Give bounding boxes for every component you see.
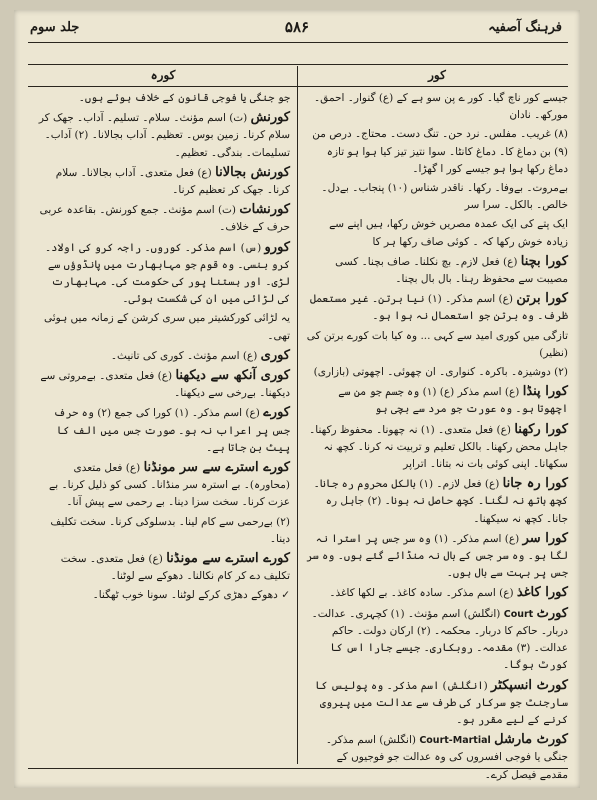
entry-headword: کورٹ xyxy=(536,605,568,621)
dictionary-entry xyxy=(306,475,568,528)
entry-latin-term: Court xyxy=(503,608,534,620)
entry-definition: (ع) فعل متعدی۔ (۱) نہ چھونا۔ محفوظ رکھنا۔ جاہل محض رکھنا۔ بالکل تعلیم و تربیت نہ کرنا۔ کچھ نہ سکھانا۔ اپنی کوئی بات نہ بتانا۔ اتراپر xyxy=(309,423,568,471)
dictionary-entry xyxy=(306,421,568,474)
entry-headword: کوری آنکھ سے دیکھنا xyxy=(175,368,290,384)
dictionary-entry xyxy=(36,550,290,585)
dictionary-entry xyxy=(36,109,290,162)
dictionary-entry xyxy=(306,530,568,583)
entry-headword: کورا کاغذ xyxy=(516,585,568,601)
dictionary-entry xyxy=(306,90,568,124)
entry-headword: کورا بچنا xyxy=(520,253,568,269)
left-column xyxy=(36,90,290,766)
entry-definition: (ع) اسم مؤنث۔ کوری کی تانیث۔ xyxy=(110,349,258,362)
dictionary-entry xyxy=(306,364,568,381)
dictionary-entry xyxy=(306,216,568,250)
entry-definition: (انگلش) اسم مذکر۔ وہ پولیس کا سارجنٹ جو سرکار کی طرف سے عدالت میں پیروی کرنے کے لیے مقرر ہو۔ xyxy=(315,679,568,726)
dictionary-entry xyxy=(36,459,290,512)
entry-headword: کورو xyxy=(264,239,290,255)
right-column xyxy=(306,90,568,781)
column-divider xyxy=(297,66,298,764)
entry-headword: کورنش xyxy=(250,110,290,126)
entry-definition: (ع) فعل متعدی۔ بےمروتی سے دیکھنا۔ بےرخی سے دیکھنا۔ xyxy=(40,370,290,400)
entry-headword: کورا رہ جانا xyxy=(502,476,568,492)
left-column-heading: کورہ xyxy=(150,68,176,82)
entry-definition: (س) اسم مذکر۔ کوروں۔ راجہ کرو کی اولاد۔ کرو بنسی۔ وہ قوم جو مہابھارت میں پانڈوؤں سے لڑی۔ اور ہستنا پور کی حکومت کی۔ مہابھارت کی لڑائی میں ان کی شکست ہوئی۔ xyxy=(45,241,290,306)
entry-definition: (انگلش) اسم مؤنث۔ (۱) کچہری۔ عدالت۔ دربار۔ حاکم کا دربار۔ محکمہ۔ (۲) ارکان دولت۔ حاکم عدالت۔ (۳) مقدمہ۔ روبکاری۔ جیسے جارا اس کا کورٹ ہوگا۔ xyxy=(311,607,568,672)
dictionary-entry xyxy=(306,253,568,288)
book-title: فرہنگ آصفیہ xyxy=(488,20,562,35)
dictionary-entry xyxy=(306,180,568,214)
entry-definition: جیسے کور ناچ گیا۔ کور ے پن سو ہے کے (ع) گنوار۔ احمق۔ مورکھ۔ نادان xyxy=(314,92,568,122)
entry-definition: تازگی میں کوری امید سے کہی ... وہ کیا بات کورے برتن کی (نظیر) xyxy=(306,329,568,359)
entry-headword: کورا برتن xyxy=(516,291,568,307)
entry-headword: کورا پنڈا xyxy=(522,384,568,400)
entry-headword: کورنش بجالانا xyxy=(215,164,290,180)
dictionary-entry xyxy=(36,587,290,604)
dictionary-entry xyxy=(36,239,290,309)
dictionary-entry xyxy=(36,201,290,236)
entry-latin-term: Court-Martial xyxy=(419,735,491,747)
dictionary-entry xyxy=(36,90,290,107)
dictionary-entry xyxy=(36,164,290,199)
entry-definition: بےمروت۔ بےوفا۔ رکھا۔ ناقدر شناس (۱۰) پنجاب۔ بےدل۔ خالص۔ بالکل۔ سرا سر xyxy=(321,182,568,212)
entry-definition: (ع) فعل متعدی۔ آداب بجالانا۔ سلام کرنا۔ جھک کر تعظیم کرنا۔ xyxy=(55,166,290,197)
dictionary-entry xyxy=(36,310,290,344)
page-header xyxy=(14,18,580,40)
volume-label: جلد سوم xyxy=(30,20,80,35)
entry-headword: کورے استرے سے سر مونڈنا xyxy=(143,460,290,476)
entry-definition: (ع) اسم مذکر۔ (۱) کورا کی جمع (۲) وہ حرف جس پر اعراب نہ ہو۔ صورت جس میں الف کا پیٹ بن جاتا ہے۔ xyxy=(53,407,290,454)
entry-definition: (ع) اسم مذکر۔ (۱) وہ سر جس پر استرا نہ لگا ہو۔ وہ سر جس کے بال نہ منڈائے گئے ہوں۔ وہ سر جس پر بہت سے بال ہوں۔ xyxy=(306,532,568,580)
entry-headword: کوری xyxy=(260,347,290,363)
entry-definition: (ع) فعل لازم۔ (۱) بالکل محروم رہ جانا۔ کچھ ہاتھ نہ لگنا۔ کچھ حاصل نہ ہونا۔ (۲) جاہل رہ جانا۔ کچھ نہ سیکھنا۔ xyxy=(313,478,568,525)
entry-headword: کورٹ انسپکٹر xyxy=(491,677,568,693)
column-heading-bottom-rule xyxy=(28,86,568,87)
dictionary-entry xyxy=(36,367,290,402)
entry-headword: کورے xyxy=(263,405,290,421)
entry-definition: جو جنگی یا فوجی قانون کے خلاف ہوئے ہوں۔ xyxy=(78,92,290,104)
column-heading-top-rule xyxy=(28,64,568,65)
dictionary-entry xyxy=(36,514,290,548)
entry-definition: ✓ دھوکے دھڑی کرکے لوٹنا۔ سونا خوب ٹھگنا۔ xyxy=(92,589,290,602)
entry-definition: (ع) فعل متعدی۔ سخت تکلیف دے کر کام نکالنا۔ دھوکے سے لوٹنا۔ xyxy=(60,553,290,583)
entry-definition: (۲) بےرحمی سے کام لینا۔ بدسلوکی کرنا۔ سخت تکلیف دینا۔ xyxy=(50,515,290,545)
page-number: ۵۸۶ xyxy=(284,18,310,36)
entry-headword: کورا رکھنا xyxy=(514,421,568,437)
right-column-heading: کور xyxy=(428,68,446,82)
entry-definition: (انگلش) اسم مذکر۔ جنگی یا فوجی افسروں کی وہ عدالت جو فوجیوں کے مقدمے فیصل کرے۔ xyxy=(325,734,568,781)
dictionary-entry xyxy=(306,290,568,325)
dictionary-entry xyxy=(306,328,568,362)
entry-definition: (ع) اسم مذکر (ع) (۱) وہ جسم جو من سے اچھوتا ہو۔ وہ عورت جو مرد سے بچی ہو xyxy=(338,386,568,416)
entry-definition: (ت) اسم مؤنث۔ سلام۔ تسلیم۔ آداب۔ جھک کر سلام کرنا۔ زمین بوس۔ تعظیم۔ آداب بجالانا۔ (۲) آداب۔ تسلیمات۔ بندگی۔ تعظیم۔ xyxy=(38,112,290,159)
dictionary-entry xyxy=(306,731,568,784)
entry-headword: کورٹ مارشل xyxy=(494,732,568,748)
entry-definition: (۲) دوشیزہ۔ باکرہ۔ کنواری۔ ان چھوئی۔ اچھوتی (بازاری) xyxy=(313,366,568,379)
entry-definition: ایک پتے کی ایک عمدہ مصریں خوش رکھا، ہیں اپنے سے زیادہ خوش رکھا کہ ۔ کوئی صاف رکھا ہر کا xyxy=(329,218,568,248)
dictionary-entry xyxy=(306,584,568,602)
dictionary-entry xyxy=(36,347,290,365)
dictionary-entry xyxy=(306,677,568,730)
dictionary-page xyxy=(14,10,580,788)
entry-definition: (۸) غریب۔ مفلس۔ نرد حن۔ تنگ دست۔ محتاج۔ درص من (۹) بن دماغ کا۔ دماغ کانٹا۔ سوا نتیز تیز کیا ہوا ہو تازہ دماغ رکھا ہوا ہو جیسے کور ا گھڑا۔ xyxy=(312,128,568,175)
dictionary-entry xyxy=(306,605,568,675)
entry-headword: کورے استرے سے مونڈنا xyxy=(166,551,290,567)
entry-definition: یہ لڑائی کورکشیتر میں سری کرشن کے زمانہ میں ہوئی تھی۔ xyxy=(43,312,290,342)
entry-definition: (ع) فعل لازم۔ بچ نکلنا۔ صاف بچنا۔ کسی مصیبت سے محفوظ رہنا۔ بال بال بچنا۔ xyxy=(335,255,568,286)
entry-definition: (ع) فعل متعدی (محاورہ)۔ بے استرہ سر منڈانا۔ کسی کو ذلیل کرنا۔ بے عزت کرنا۔ سخت سزا دینا۔ بے رحمی سے پیش آنا۔ xyxy=(49,462,290,509)
entry-definition: (ت) اسم مؤنث۔ جمع کورنش۔ بقاعدہ عربی حرف کے خلاف۔ xyxy=(39,204,290,234)
header-rule xyxy=(28,42,568,43)
entry-headword: کورنشات xyxy=(239,202,290,218)
entry-definition: (ع) اسم مذکر۔ (۱) نیا برتن۔ غیر مستعمل ظرف۔ وہ برتن جو استعمال نہ ہوا ہو۔ xyxy=(309,293,568,323)
dictionary-entry xyxy=(36,404,290,457)
entry-definition: (ع) اسم مذکر۔ سادہ کاغذ۔ بے لکھا کاغذ۔ xyxy=(329,587,514,600)
footer-rule xyxy=(28,768,568,769)
entry-headword: کورا سر xyxy=(522,530,568,546)
dictionary-entry xyxy=(306,383,568,418)
dictionary-entry xyxy=(306,126,568,178)
